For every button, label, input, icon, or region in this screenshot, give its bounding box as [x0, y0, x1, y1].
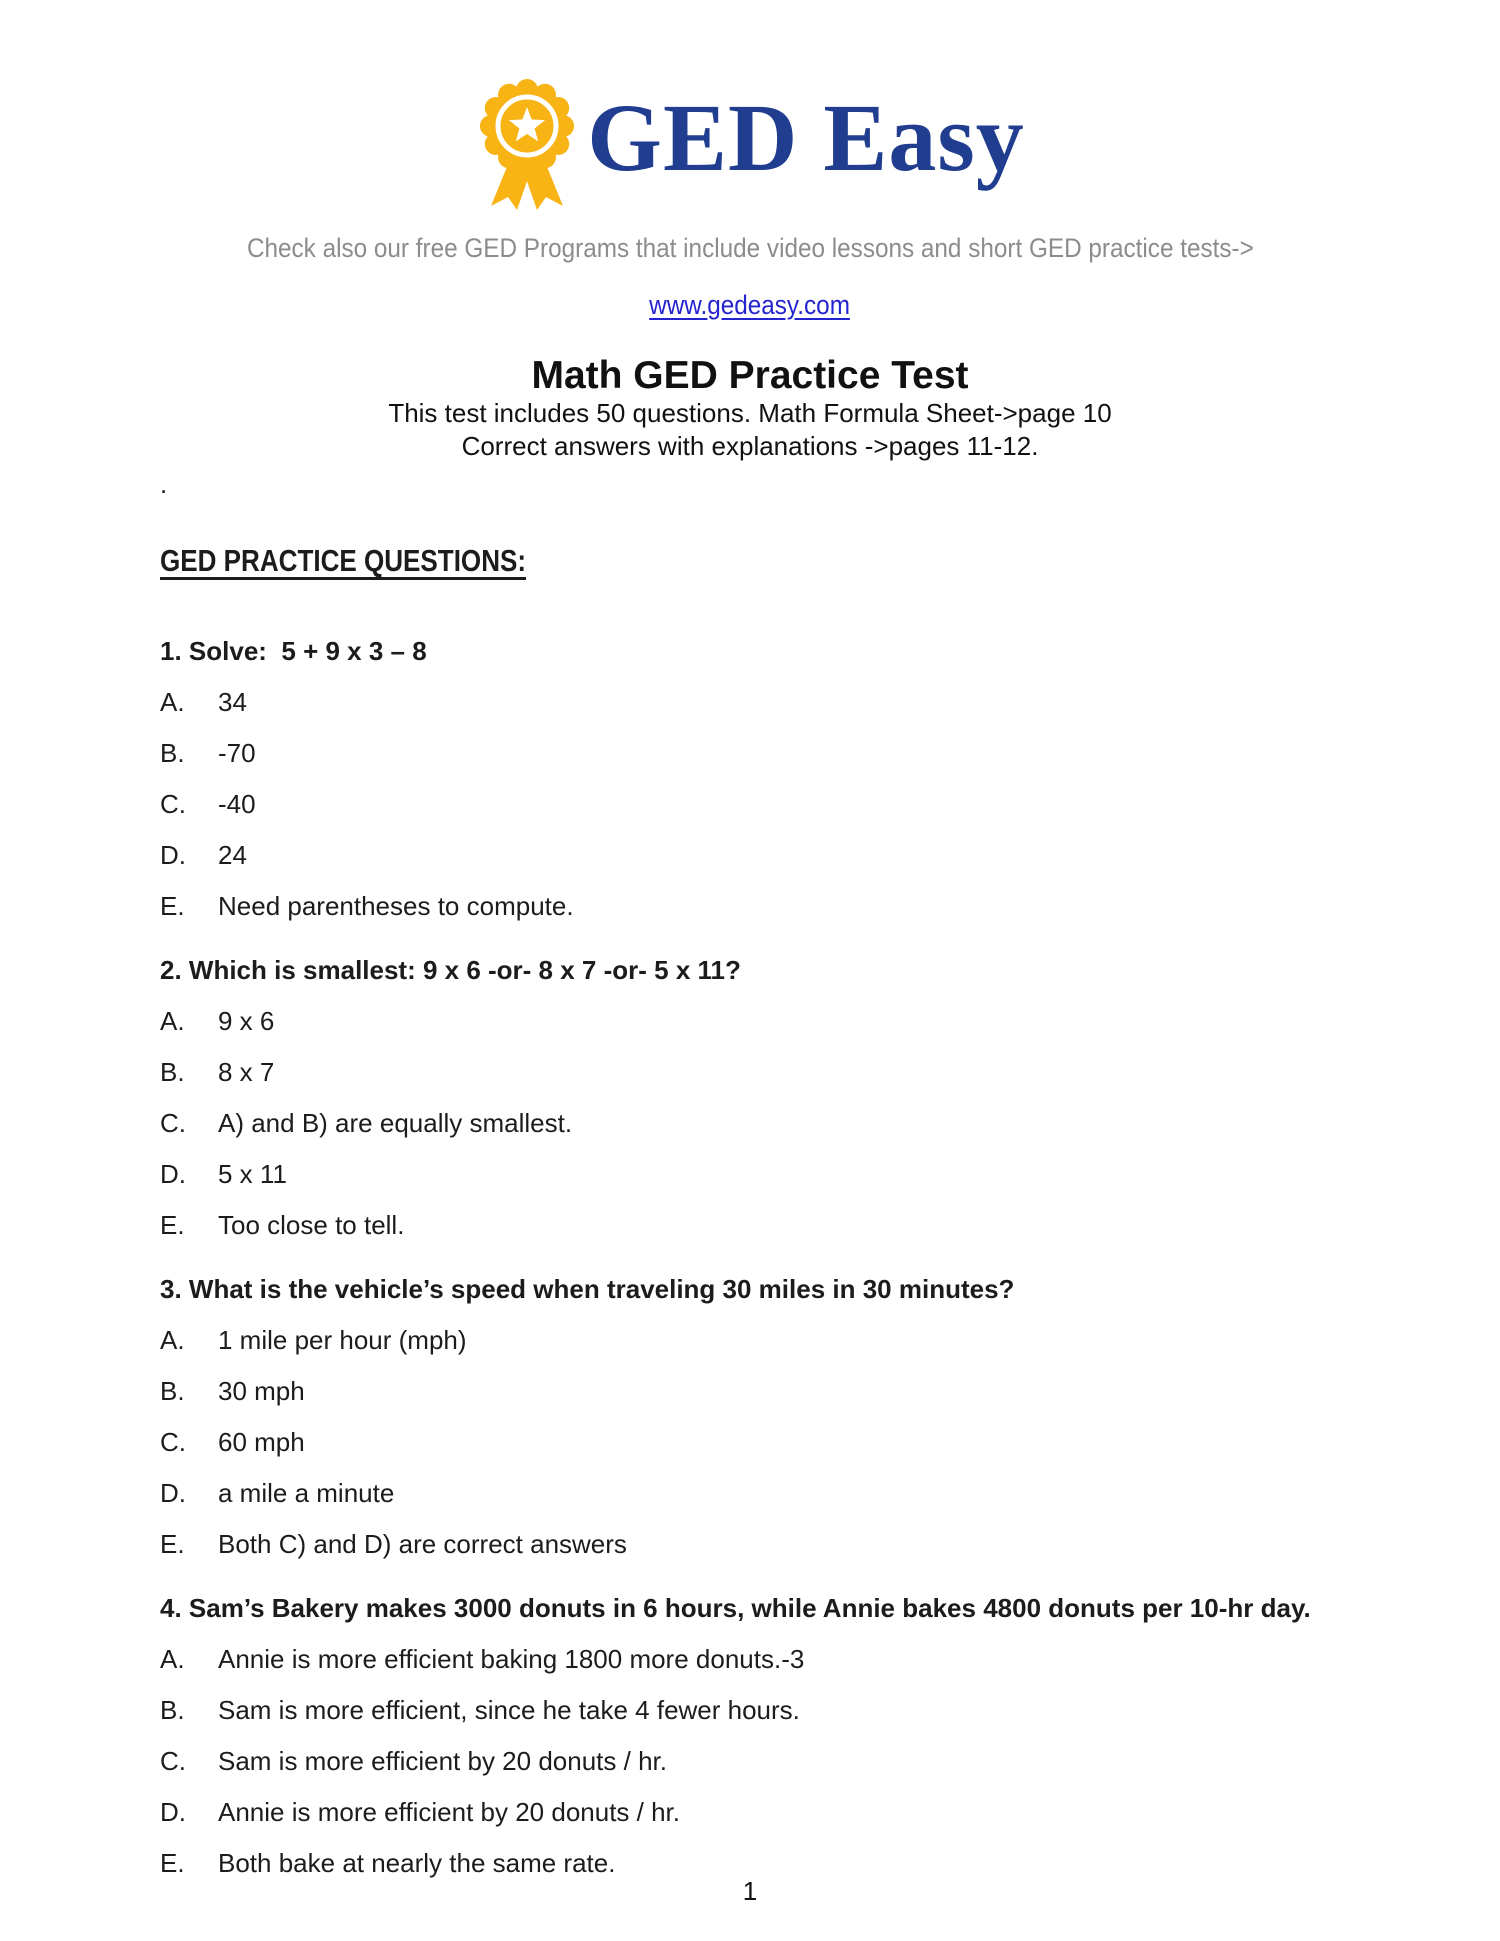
option-letter: A. [160, 1006, 185, 1036]
question-prompt: 4. Sam’s Bakery makes 3000 donuts in 6 hours, while Annie bakes 4800 donuts per 10-hr day. [160, 1593, 1311, 1623]
option-row [160, 1366, 1430, 1417]
promo-tagline: Check also our free GED Programs that include video lessons and short GED practice tests-> [246, 233, 1254, 263]
option-letter: A. [160, 687, 185, 717]
option-letter: C. [160, 1427, 186, 1457]
option-row [160, 1315, 1430, 1366]
award-badge-icon [475, 74, 579, 212]
option-letter: B. [160, 1695, 185, 1725]
option-letter: E. [160, 1529, 185, 1559]
option-text: -70 [218, 738, 256, 768]
stray-period: . [160, 469, 168, 499]
option-text: 5 x 11 [218, 1159, 287, 1189]
option-letter: C. [160, 789, 186, 819]
option-text: A) and B) are equally smallest. [218, 1108, 573, 1138]
option-row [160, 1149, 1430, 1200]
option-text: 9 x 6 [218, 1006, 275, 1036]
option-row [160, 1787, 1430, 1838]
option-text: 34 [218, 687, 247, 717]
question-prompt: 1. Solve: 5 + 9 x 3 – 8 [160, 636, 427, 666]
option-text: a mile a minute [218, 1478, 395, 1508]
option-letter: E. [160, 1210, 185, 1240]
option-row [160, 1736, 1430, 1787]
page-number: 1 [742, 1876, 758, 1906]
logo-wordmark: GED Easy [587, 83, 1025, 191]
question-block [160, 631, 1430, 932]
option-row [160, 779, 1430, 830]
question-prompt: 3. What is the vehicle’s speed when traveling 30 miles in 30 minutes? [160, 1274, 1015, 1304]
option-text: -40 [218, 789, 256, 819]
option-text: 24 [218, 840, 247, 870]
option-letter: C. [160, 1746, 186, 1776]
option-text: Sam is more efficient, since he take 4 fewer hours. [218, 1695, 800, 1725]
option-row [160, 1417, 1430, 1468]
option-letter: D. [160, 1159, 186, 1189]
option-letter: E. [160, 891, 185, 921]
question-block [160, 1588, 1430, 1889]
question-prompt: 2. Which is smallest: 9 x 6 -or- 8 x 7 -or- 5 x 11? [160, 955, 741, 985]
option-text: Too close to tell. [218, 1210, 405, 1240]
option-row [160, 677, 1430, 728]
option-letter: D. [160, 840, 186, 870]
option-row [160, 1634, 1430, 1685]
option-text: Need parentheses to compute. [218, 891, 574, 921]
option-letter: B. [160, 1376, 185, 1406]
option-letter: B. [160, 1057, 185, 1087]
option-row [160, 830, 1430, 881]
option-text: Annie is more efficient baking 1800 more donuts.-3 [218, 1644, 805, 1674]
option-letter: E. [160, 1848, 185, 1878]
logo [0, 70, 1500, 215]
option-text: 1 mile per hour (mph) [218, 1325, 467, 1355]
website-link[interactable]: www.gedeasy.com [649, 290, 851, 320]
question-block [160, 950, 1430, 1251]
option-text: Both bake at nearly the same rate. [218, 1848, 616, 1878]
option-text: Annie is more efficient by 20 donuts / hr. [218, 1797, 681, 1827]
option-text: 60 mph [218, 1427, 305, 1457]
option-letter: A. [160, 1325, 185, 1355]
option-letter: C. [160, 1108, 186, 1138]
option-text: 30 mph [218, 1376, 305, 1406]
option-row [160, 728, 1430, 779]
option-text: 8 x 7 [218, 1057, 275, 1087]
question-block [160, 1269, 1430, 1570]
option-text: Both C) and D) are correct answers [218, 1529, 627, 1559]
questions-section [160, 631, 1430, 1889]
option-row [160, 1047, 1430, 1098]
option-row [160, 1200, 1430, 1251]
option-letter: B. [160, 738, 185, 768]
document-subtitle-line2: Correct answers with explanations ->pages 11-12. [461, 431, 1039, 461]
option-letter: D. [160, 1797, 186, 1827]
option-row [160, 1468, 1430, 1519]
document-title: Math GED Practice Test [531, 354, 969, 397]
option-row [160, 881, 1430, 932]
option-row [160, 1098, 1430, 1149]
option-text: Sam is more efficient by 20 donuts / hr. [218, 1746, 667, 1776]
document-subtitle-line1: This test includes 50 questions. Math Formula Sheet->page 10 [388, 398, 1112, 428]
option-letter: D. [160, 1478, 186, 1508]
option-row [160, 996, 1430, 1047]
section-heading: GED PRACTICE QUESTIONS: [160, 543, 527, 578]
option-row [160, 1519, 1430, 1570]
option-letter: A. [160, 1644, 185, 1674]
option-row [160, 1685, 1430, 1736]
